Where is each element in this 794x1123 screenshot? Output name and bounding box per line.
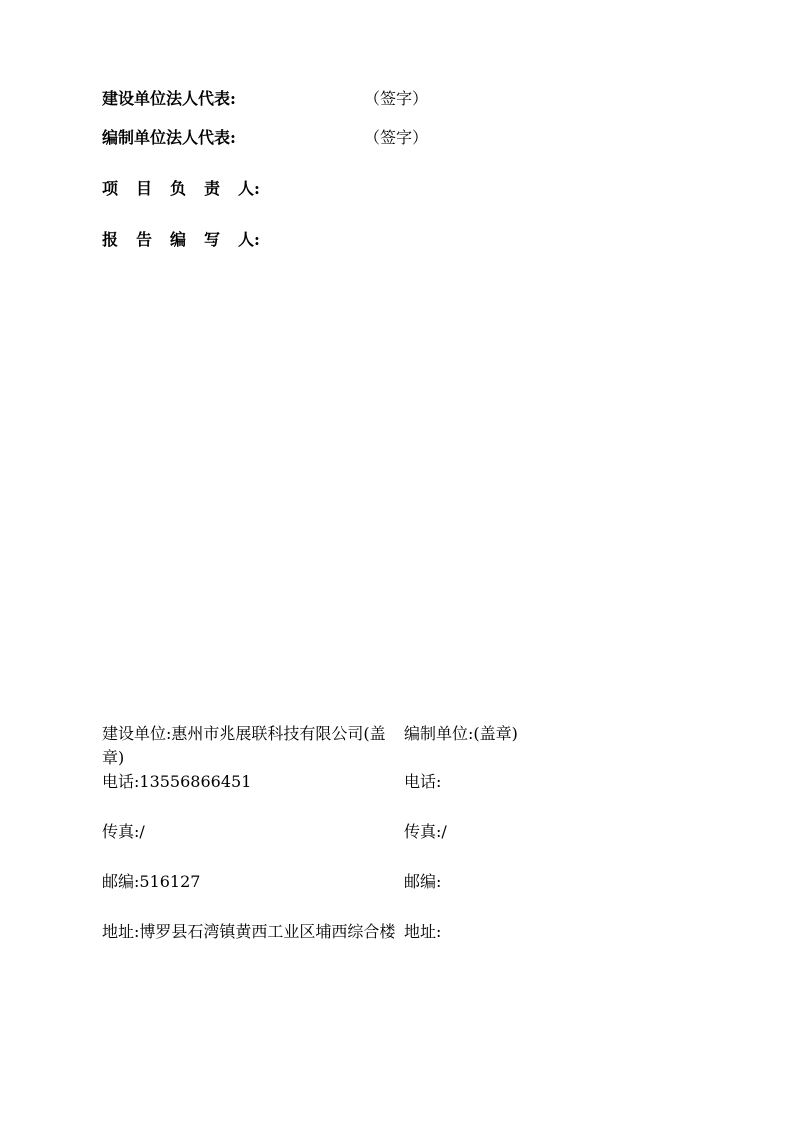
contact-info-block <box>102 722 562 944</box>
compiler-phone: 电话: <box>404 772 442 791</box>
builder-legal-rep-row <box>102 88 236 110</box>
builder-postcode: 邮编:516127 <box>102 872 201 891</box>
report-writer-label-chars: 报告编写 <box>102 230 239 249</box>
project-lead-label-last: 人: <box>238 179 260 198</box>
builder-address: 地址:博罗县石湾镇黄西工业区埔西综合楼 <box>102 922 396 941</box>
builder-unit: 建设单位:惠州市兆展联科技有限公司(盖章) <box>102 724 386 767</box>
compiler-legal-rep-label: 编制单位法人代表: <box>102 128 236 147</box>
project-lead-label-chars: 项目负责 <box>102 179 239 198</box>
builder-legal-rep-signature-note: （签字） <box>364 89 429 108</box>
compiler-legal-rep-signature-note: （签字） <box>364 128 429 147</box>
builder-legal-rep-label: 建设单位法人代表: <box>102 89 236 108</box>
compiler-address: 地址: <box>404 922 442 941</box>
builder-phone: 电话:13556866451 <box>102 772 252 791</box>
report-writer-label <box>102 229 260 251</box>
compiler-postcode: 邮编: <box>404 872 442 891</box>
builder-fax: 传真:/ <box>102 822 145 841</box>
contact-row-postcode <box>102 870 562 894</box>
compiler-unit: 编制单位:(盖章) <box>404 724 518 743</box>
contact-row-address <box>102 920 562 944</box>
contact-row-unit <box>102 722 562 770</box>
report-writer-label-last: 人: <box>238 230 260 249</box>
project-lead-label <box>102 178 260 200</box>
compiler-fax: 传真:/ <box>404 822 447 841</box>
contact-row-phone <box>102 770 562 794</box>
contact-row-fax <box>102 820 562 844</box>
compiler-legal-rep-row <box>102 127 236 149</box>
